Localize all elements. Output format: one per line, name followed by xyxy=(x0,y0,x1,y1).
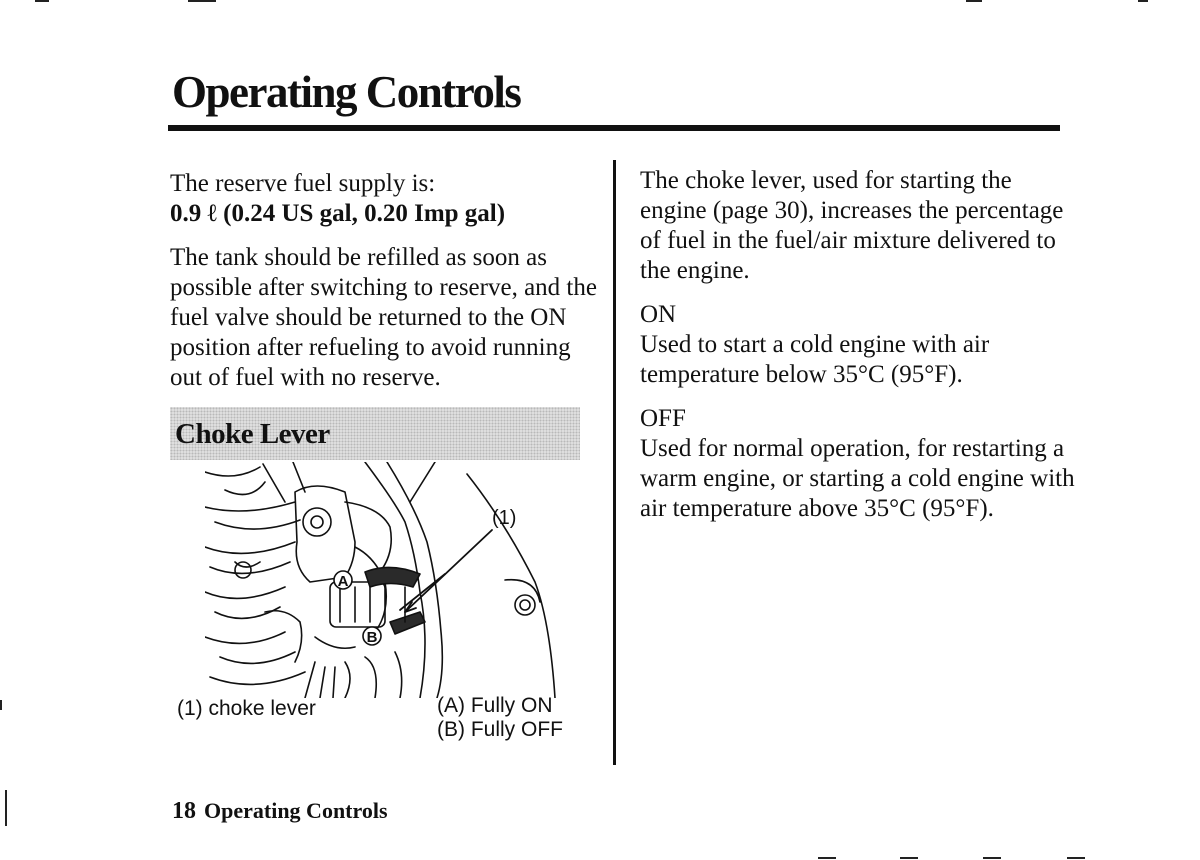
crop-mark xyxy=(900,857,918,859)
column-divider xyxy=(613,160,616,765)
crop-mark xyxy=(818,857,836,859)
footer-section-title: Operating Controls xyxy=(204,798,388,823)
crop-mark xyxy=(35,0,49,2)
on-heading: ON xyxy=(640,301,677,328)
off-text: Used for normal operation, for restarting a warm engine, or starting a cold engine with air temperature above 35°C (95°F). xyxy=(640,435,1075,522)
crop-mark xyxy=(966,0,982,2)
marker-b-label: B xyxy=(366,629,378,646)
on-text: Used to start a cold engine with air temperature below 35°C (95°F). xyxy=(640,331,990,388)
crop-mark xyxy=(5,790,7,826)
choke-lever-heading: Choke Lever xyxy=(175,418,330,450)
marker-a-label: A xyxy=(337,573,349,590)
caption-fully-off: (B) Fully OFF xyxy=(437,718,563,741)
title-rule xyxy=(168,125,1060,131)
choke-paragraph: The choke lever, used for starting the engine (page 30), increases the percentage of fuel in the fuel/air mixture delivered to the engine. xyxy=(640,167,1064,284)
crop-mark xyxy=(983,857,1001,859)
caption-choke-lever: (1) choke lever xyxy=(177,697,316,720)
callout-number: (1) xyxy=(492,507,517,529)
page-footer xyxy=(172,798,388,825)
crop-mark xyxy=(1138,0,1148,2)
engine-drawing xyxy=(205,462,565,698)
reserve-intro: The reserve fuel supply is: xyxy=(170,170,436,197)
refill-paragraph: The tank should be refilled as soon as possible after switching to reserve, and the fuel valve should be returned to the ON position after refueling to avoid running out of fuel with no reserve. xyxy=(170,244,597,391)
page-number: 18 xyxy=(172,798,196,824)
crop-mark xyxy=(188,0,216,2)
right-column xyxy=(640,166,1080,524)
reserve-value: 0.9 ℓ (0.24 US gal, 0.20 Imp gal) xyxy=(170,200,506,227)
page-title: Operating Controls xyxy=(172,67,521,117)
crop-mark xyxy=(0,700,2,710)
left-column xyxy=(170,169,600,393)
crop-mark xyxy=(1067,857,1085,859)
choke-lever-illustration xyxy=(205,462,565,698)
off-heading: OFF xyxy=(640,405,686,432)
caption-fully-on: (A) Fully ON xyxy=(437,694,553,717)
choke-lever-banner xyxy=(170,407,580,460)
